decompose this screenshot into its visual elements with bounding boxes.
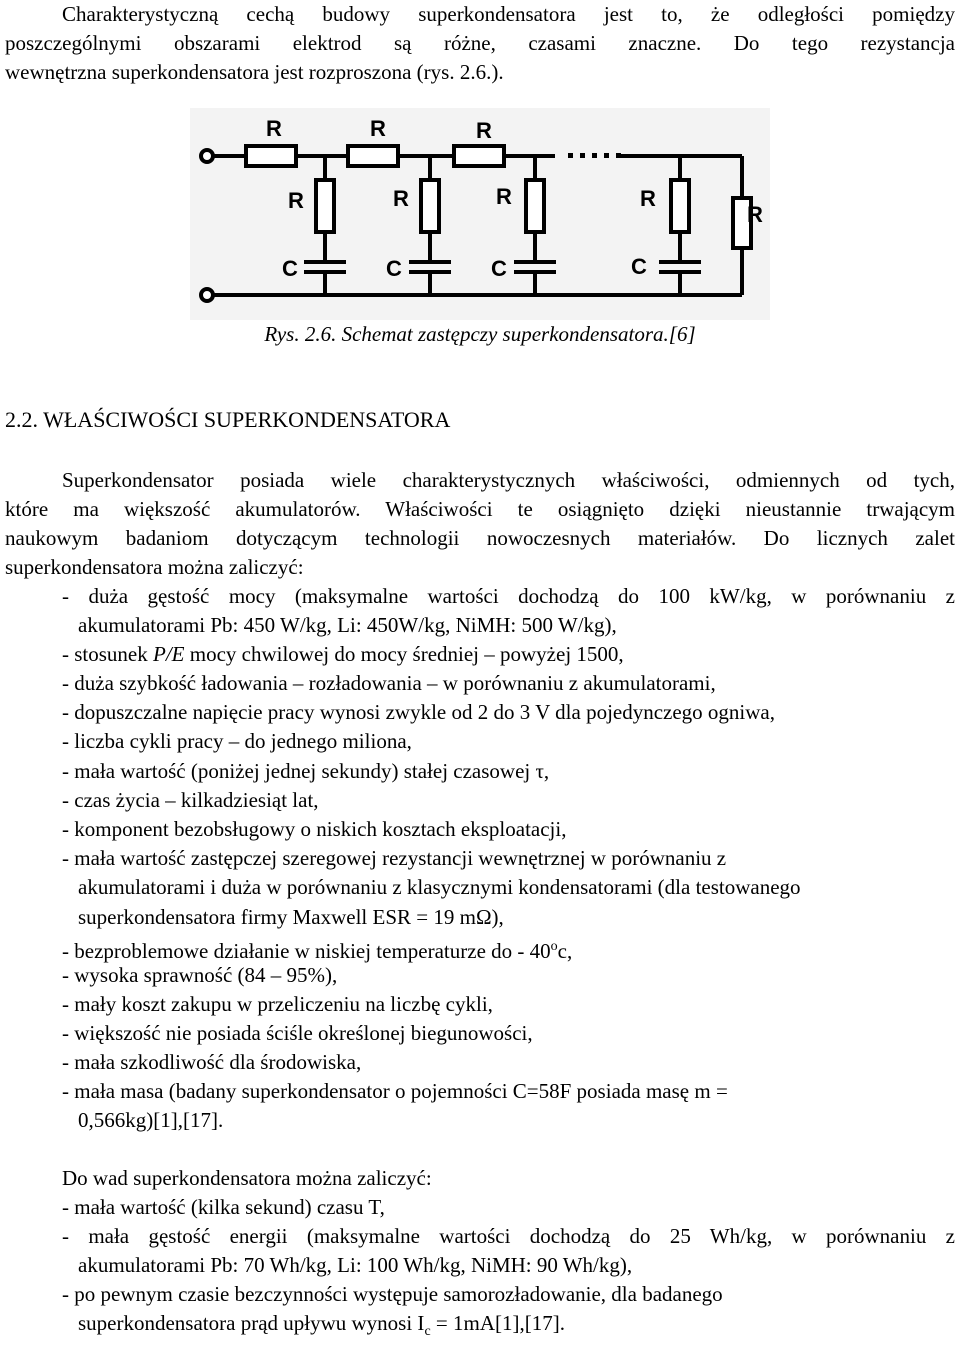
disadv-3-pre: superkondensatora prąd upływu wynosi I	[78, 1311, 425, 1335]
intro-line-3: wewnętrzna superkondensatora jest rozproszona (rys. 2.6.).	[5, 60, 504, 84]
p1-line-3: naukowym badaniom dotyczącym technologii nowoczesnych materiałów. Do licznych zalet	[5, 526, 955, 550]
label-r-series-2: R	[370, 116, 386, 141]
disadv-3-line-2	[78, 1309, 565, 1346]
figure-caption-ref: [6]	[668, 322, 696, 346]
p1-line-4: superkondensatora można zaliczyć:	[5, 555, 304, 579]
disadv-1: - mała wartość (kilka sekund) czasu T,	[62, 1195, 385, 1219]
label-r-series-3: R	[476, 118, 492, 143]
figure-caption	[0, 320, 960, 349]
label-r-branch-1: R	[288, 188, 304, 213]
adv-15-line-1: - mała masa (badany superkondensator o pojemności C=58F posiada masę m =	[62, 1079, 728, 1103]
adv-2	[62, 640, 624, 669]
adv-6: - mała wartość (poniżej jednej sekundy) stałej czasowej τ,	[62, 759, 550, 783]
label-r-series-1: R	[266, 116, 282, 141]
disadv-3-line-1: - po pewnym czasie bezczynności występuje samorozładowanie, dla badanego	[62, 1282, 723, 1306]
disadv-intro: Do wad superkondensatora można zaliczyć:	[62, 1166, 432, 1190]
adv-2-post: mocy chwilowej do mocy średniej – powyżej 1500,	[184, 642, 624, 666]
adv-10-pre: - bezproblemowe działanie w niskiej temperaturze do - 40	[62, 939, 551, 963]
adv-13: - większość nie posiada ściśle określonej biegunowości,	[62, 1021, 533, 1045]
adv-15-line-2: 0,566kg)[1],[17].	[78, 1108, 224, 1132]
adv-5: - liczba cykli pracy – do jednego miliona,	[62, 729, 412, 753]
label-r-final: R	[747, 202, 763, 227]
adv-1-line-2: akumulatorami Pb: 450 W/kg, Li: 450W/kg, NiMH: 500 W/kg),	[78, 613, 617, 637]
adv-10-post: c,	[557, 939, 573, 963]
disadv-2-line-2: akumulatorami Pb: 70 Wh/kg, Li: 100 Wh/kg, NiMH: 90 Wh/kg),	[78, 1253, 633, 1277]
adv-14: - mała szkodliwość dla środowiska,	[62, 1050, 362, 1074]
circuit-schematic	[190, 108, 770, 320]
circuit-diagram	[190, 108, 770, 320]
p1-line-2: które ma większość akumulatorów. Właściwości te osiągnięto dzięki nieustannie trwającym	[5, 497, 955, 521]
adv-4: - dopuszczalne napięcie pracy wynosi zwykle od 2 do 3 V dla pojedynczego ogniwa,	[62, 700, 776, 724]
label-c-2: C	[386, 256, 402, 281]
adv-3: - duża szybkość ładowania – rozładowania – w porównaniu z akumulatorami,	[62, 671, 716, 695]
label-c-1: C	[282, 256, 298, 281]
adv-1-line-1: - duża gęstość mocy (maksymalne wartości dochodzą do 100 kW/kg, w porównaniu z	[62, 584, 955, 608]
figure-caption-text: Rys. 2.6. Schemat zastępczy superkondensatora.	[264, 322, 669, 346]
adv-12: - mały koszt zakupu w przeliczeniu na liczbę cykli,	[62, 992, 493, 1016]
adv-8: - komponent bezobsługowy o niskich kosztach eksploatacji,	[62, 817, 567, 841]
disadv-3-post: = 1mA[1],[17].	[430, 1311, 565, 1335]
label-c-3: C	[491, 256, 507, 281]
adv-2-ratio: P/E	[153, 642, 185, 666]
adv-9-line-3: superkondensatora firmy Maxwell ESR = 19 mΩ),	[78, 905, 504, 929]
disadv-3-subscript: c	[424, 1324, 431, 1340]
p1-line-1: Superkondensator posiada wiele charakterystycznych właściwości, odmiennych od tych,	[62, 468, 955, 492]
adv-11: - wysoka sprawność (84 – 95%),	[62, 963, 338, 987]
label-r-branch-3: R	[496, 184, 512, 209]
intro-line-1: Charakterystyczną cechą budowy superkondensatora jest to, że odległości pomiędzy	[62, 2, 955, 26]
disadv-2-line-1: - mała gęstość energii (maksymalne wartości dochodzą do 25 Wh/kg, w porównaniu z	[62, 1224, 955, 1248]
adv-2-pre: - stosunek	[62, 642, 153, 666]
label-c-4: C	[631, 254, 647, 279]
label-r-branch-2: R	[393, 186, 409, 211]
section-heading: 2.2. WŁAŚCIWOŚCI SUPERKONDENSATORA	[5, 407, 451, 432]
label-r-branch-4: R	[640, 186, 656, 211]
adv-7: - czas życia – kilkadziesiąt lat,	[62, 788, 319, 812]
adv-10-degree: o	[550, 939, 558, 954]
intro-line-2: poszczególnymi obszarami elektrod są różne, czasami znaczne. Do tego rezystancja	[5, 31, 955, 55]
adv-9-line-2: akumulatorami i duża w porównaniu z klasycznymi kondensatorami (dla testowanego	[78, 875, 801, 899]
adv-9-line-1: - mała wartość zastępczej szeregowej rezystancji wewnętrznej w porównaniu z	[62, 846, 727, 870]
